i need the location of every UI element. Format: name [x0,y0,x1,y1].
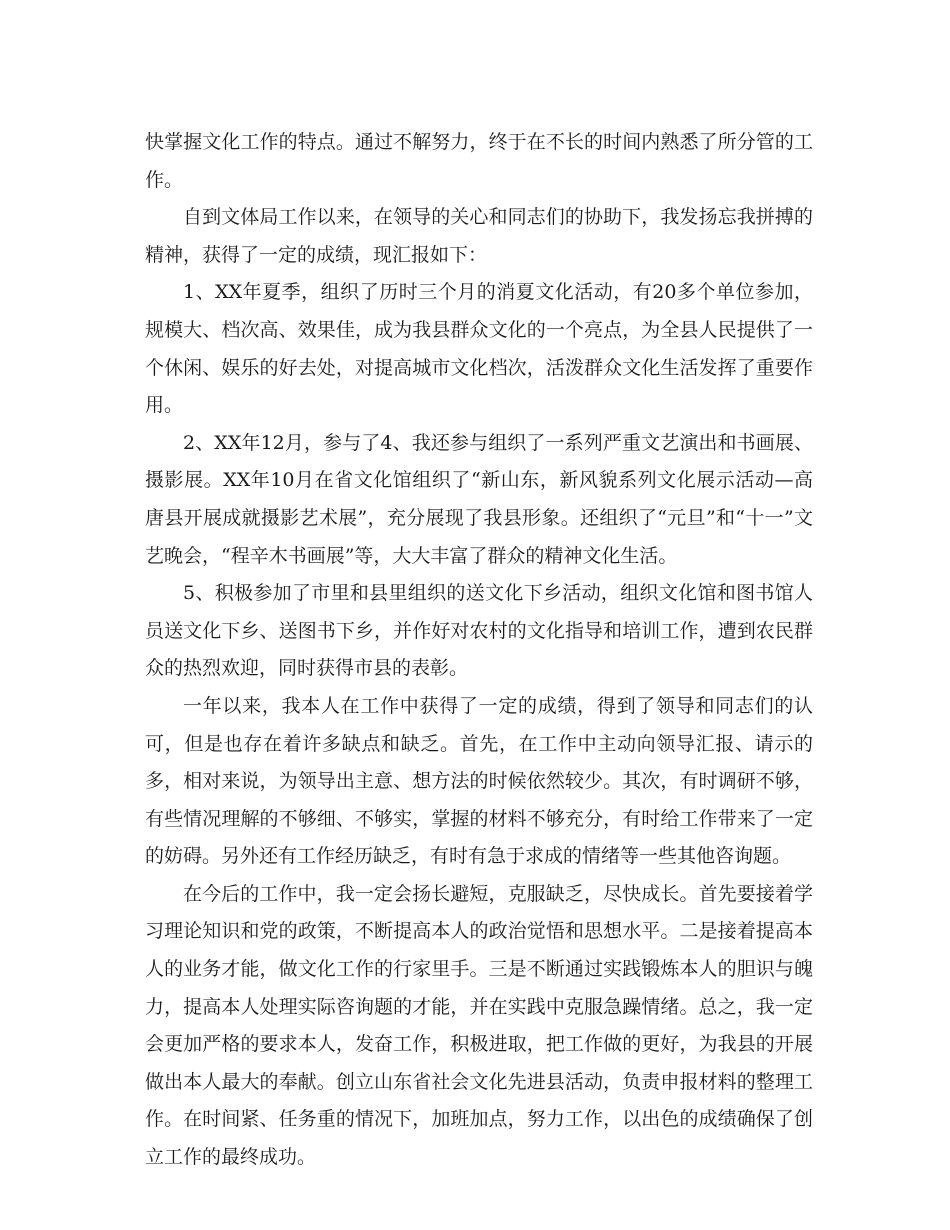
paragraph-6: 一年以来，我本人在工作中获得了一定的成绩，得到了领导和同志们的认可，但是也存在着许多缺点和缺乏。首先，在工作中主动向领导汇报、请示的多，相对来说，为领导出主意、想方法的时候依然较少。其次，有时调研不够，有些情况理解的不够细、不够实，掌握的材料不够充分，有时给工作带来了一定的妨碍。另外还有工作经历缺乏，有时有急于求成的情绪等一些其他咨询题。 [145,694,813,868]
paragraph-4: 2、XX年12月，参与了4、我还参与组织了一系列严重文艺演出和书画展、摄影展。XX年10月在省文化馆组织了“新山东，新风貌系列文化展示活动—高唐县开展成就摄影艺术展”，充分展现了我县形象。还组织了“元旦”和“十一”文艺晚会，“程辛木书画展”等，大大丰富了群众的精神文化生活。 [145,431,813,567]
paragraph-2: 自到文体局工作以来，在领导的关心和同志们的协助下，我发扬忘我拼搏的精神，获得了一定的成绩，现汇报如下： [145,206,813,266]
document-body [145,124,813,1177]
paragraph-3: 1、XX年夏季，组织了历时三个月的消夏文化活动，有20多个单位参加，规模大、档次高、效果佳，成为我县群众文化的一个亮点，为全县人民提供了一个休闲、娱乐的好去处，对提高城市文化档次，活泼群众文化生活发挥了重要作用。 [145,281,813,417]
paragraph-1: 快掌握文化工作的特点。通过不解努力，终于在不长的时间内熟悉了所分管的工作。 [145,131,813,191]
paragraph-7: 在今后的工作中，我一定会扬长避短，克服缺乏，尽快成长。首先要接着学习理论知识和党的政策，不断提高本人的政治觉悟和思想水平。二是接着提高本人的业务才能，做文化工作的行家里手。三是不断通过实践锻炼本人的胆识与魄力，提高本人处理实际咨询题的才能，并在实践中克服急躁情绪。总之，我一定会更加严格的要求本人，发奋工作，积极进取，把工作做的更好，为我县的开展做出本人最大的奉献。创立山东省社会文化先进县活动，负责申报材料的整理工作。在时间紧、任务重的情况下，加班加点，努力工作，以出色的成绩确保了创立工作的最终成功。 [145,882,813,1169]
paragraph-5: 5、积极参加了市里和县里组织的送文化下乡活动，组织文化馆和图书馆人员送文化下乡、送图书下乡，并作好对农村的文化指导和培训工作，遭到农民群众的热烈欢迎，同时获得市县的表彰。 [145,582,813,680]
